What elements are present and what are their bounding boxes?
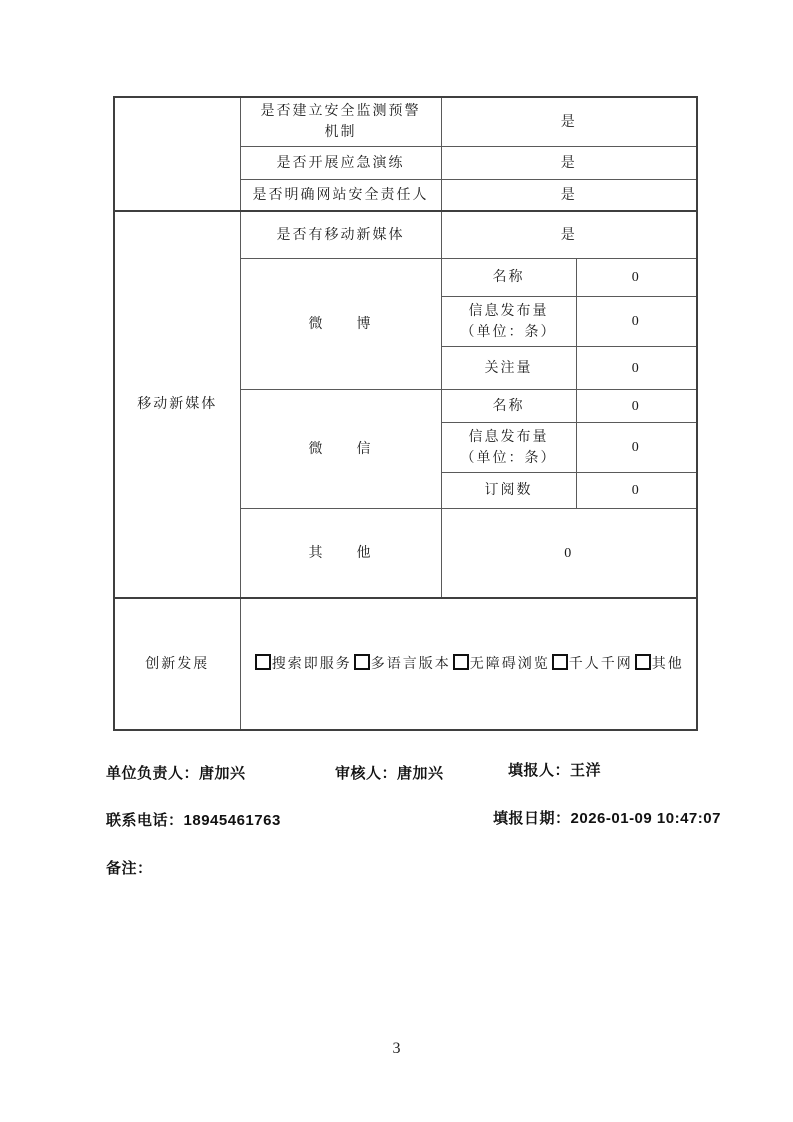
- checkbox-icon: [354, 654, 370, 670]
- unit-head-field: [106, 762, 246, 783]
- has-mobile-media-value: 是: [441, 211, 697, 259]
- remarks-label: 备注：: [106, 860, 153, 877]
- innovation-options-cell: [240, 598, 697, 730]
- page-number: 3: [392, 1040, 401, 1057]
- report-table: [113, 96, 698, 731]
- wechat-subscribers-label: 订阅数: [441, 473, 576, 509]
- auditor-label: 审核人：: [335, 765, 398, 782]
- weibo-followers-value: 0: [576, 347, 697, 390]
- phone-field: [106, 809, 281, 830]
- weibo-name-value: 0: [576, 259, 697, 297]
- phone-label: 联系电话：: [106, 812, 184, 829]
- emergency-drill-value: 是: [441, 147, 697, 180]
- weibo-name-label: 名称: [441, 259, 576, 297]
- checkbox-icon: [255, 654, 271, 670]
- has-mobile-media-label: 是否有移动新媒体: [240, 211, 441, 259]
- wechat-name-value: 0: [576, 390, 697, 423]
- weibo-posts-label: [441, 297, 576, 347]
- security-monitor-label: [240, 97, 441, 147]
- label-line: （单位：条）: [460, 324, 557, 340]
- category-innovation: 创新发展: [114, 598, 240, 730]
- security-responsible-label: 是否明确网站安全责任人: [240, 180, 441, 212]
- wechat-posts-value: 0: [576, 423, 697, 473]
- auditor-value: 唐加兴: [397, 765, 444, 782]
- wechat-group-label: 微 信: [240, 390, 441, 509]
- wechat-posts-label: [441, 423, 576, 473]
- filler-value: 王洋: [570, 762, 602, 779]
- weibo-group-label: 微 博: [240, 259, 441, 390]
- security-monitor-value: 是: [441, 97, 697, 147]
- option-label: 其他: [651, 656, 684, 672]
- unit-head-value: 唐加兴: [199, 765, 246, 782]
- category-cell-empty: [114, 97, 240, 211]
- label-line: 是否建立安全监测预警: [260, 104, 421, 119]
- category-mobile-media: 移动新媒体: [114, 211, 240, 598]
- filler-field: [508, 759, 601, 780]
- unit-head-label: 单位负责人：: [106, 765, 200, 782]
- option-label: 千人千网: [568, 656, 633, 672]
- option-label: 多语言版本: [370, 656, 451, 672]
- report-date-field: [493, 807, 721, 828]
- weibo-posts-value: 0: [576, 297, 697, 347]
- label-line: 信息发布量: [468, 429, 549, 445]
- label-line: （单位：条）: [460, 450, 557, 466]
- other-media-value: 0: [441, 509, 697, 599]
- innovation-options-line: [253, 657, 684, 672]
- label-line: 信息发布量: [468, 303, 549, 319]
- weibo-followers-label: 关注量: [441, 347, 576, 390]
- option-label: 无障碍浏览: [469, 656, 550, 672]
- filler-label: 填报人：: [508, 762, 571, 779]
- report-date-label: 填报日期：: [493, 810, 571, 827]
- wechat-name-label: 名称: [441, 390, 576, 423]
- label-line: 机制: [324, 125, 357, 140]
- phone-value: 18945461763: [183, 812, 281, 829]
- remarks-field: [106, 857, 153, 878]
- auditor-field: [335, 762, 444, 783]
- emergency-drill-label: 是否开展应急演练: [240, 147, 441, 180]
- option-label: 搜索即服务: [271, 656, 352, 672]
- checkbox-icon: [635, 654, 651, 670]
- security-responsible-value: 是: [441, 180, 697, 212]
- report-date-value: 2026-01-09 10:47:07: [570, 810, 721, 827]
- checkbox-icon: [453, 654, 469, 670]
- checkbox-icon: [552, 654, 568, 670]
- wechat-subscribers-value: 0: [576, 473, 697, 509]
- other-media-label: 其 他: [240, 509, 441, 599]
